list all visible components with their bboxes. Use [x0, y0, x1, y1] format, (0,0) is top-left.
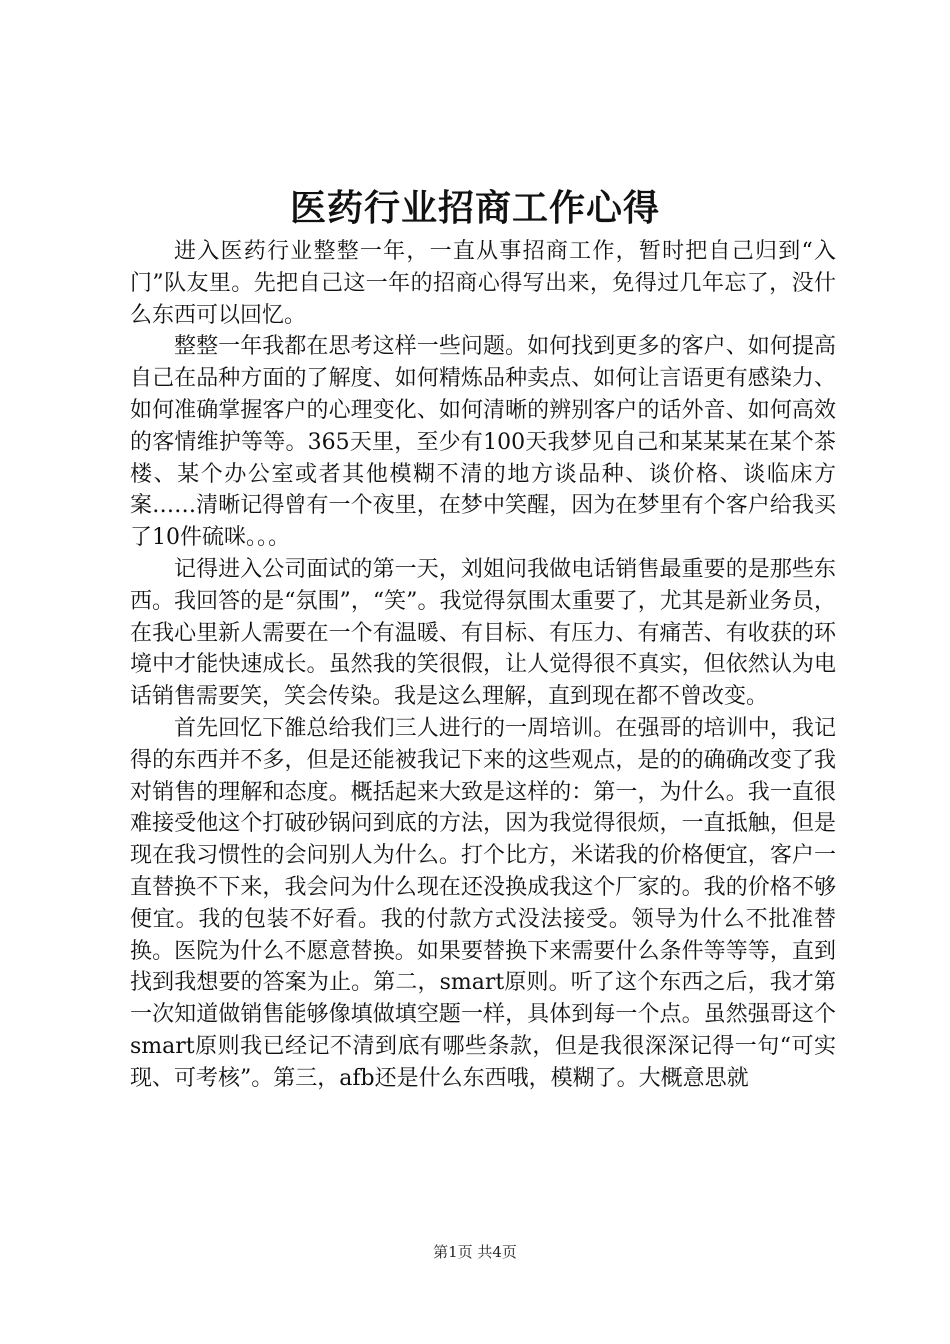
page-number-footer: 第1页 共4页 [433, 1243, 517, 1261]
body-paragraph: 整整一年我都在思考这样一些问题。如何找到更多的客户、如何提高自己在品种方面的了解度、如何精炼品种卖点、如何让言语更有感染力、如何准确掌握客户的心理变化、如何清晰的辨别客户的话外音、如何高效的客情维护等等。365天里，至少有100天我梦见自己和某某某在某个茶楼、某个办公室或者其他模糊不清的地方谈品种、谈价格、谈临床方案……清晰记得曾有一个夜里，在梦中笑醒，因为在梦里有个客户给我买了10件硫咪。。。 [130, 334, 836, 551]
body-paragraph: 首先回忆下雒总给我们三人进行的一周培训。在强哥的培训中，我记得的东西并不多，但是还能被我记下来的这些观点，是的的确确改变了我对销售的理解和态度。概括起来大致是这样的：第一，为什么。我一直很难接受他这个打破砂锅问到底的方法，因为我觉得很烦，一直抵触，但是现在我习惯性的会问别人为什么。打个比方，米诺我的价格便宜，客户一直替换不下来，我会问为什么现在还没换成我这个厂家的。我的价格不够便宜。我的包装不好看。我的付款方式没法接受。领导为什么不批准替换。医院为什么不愿意替换。如果要替换下来需要什么条件等等等，直到找到我想要的答案为止。第二，smart原则。听了这个东西之后，我才第一次知道做销售能够像填做填空题一样，具体到每一个点。虽然强哥这个smart原则我已经记不清到底有哪些条款，但是我很深深记得一句“可实现、可考核”。第三，afb还是什么东西哦，模糊了。大概意思就 [130, 715, 836, 1091]
document-body [130, 236, 836, 1095]
body-paragraph: 记得进入公司面试的第一天，刘姐问我做电话销售最重要的是那些东西。我回答的是“氛围”，“笑”。我觉得氛围太重要了，尤其是新业务员，在我心里新人需要在一个有温暖、有目标、有压力、有痛苦、有收获的环境中才能快速成长。虽然我的笑很假，让人觉得很不真实，但依然认为电话销售需要笑，笑会传染。我是这么理解，直到现在都不曾改变。 [130, 556, 836, 710]
document-title: 医药行业招商工作心得 [289, 187, 660, 229]
body-paragraph: 进入医药行业整整一年，一直从事招商工作，暂时把自己归到“入门”队友里。先把自己这一年的招商心得写出来，免得过几年忘了，没什么东西可以回忆。 [130, 239, 836, 328]
